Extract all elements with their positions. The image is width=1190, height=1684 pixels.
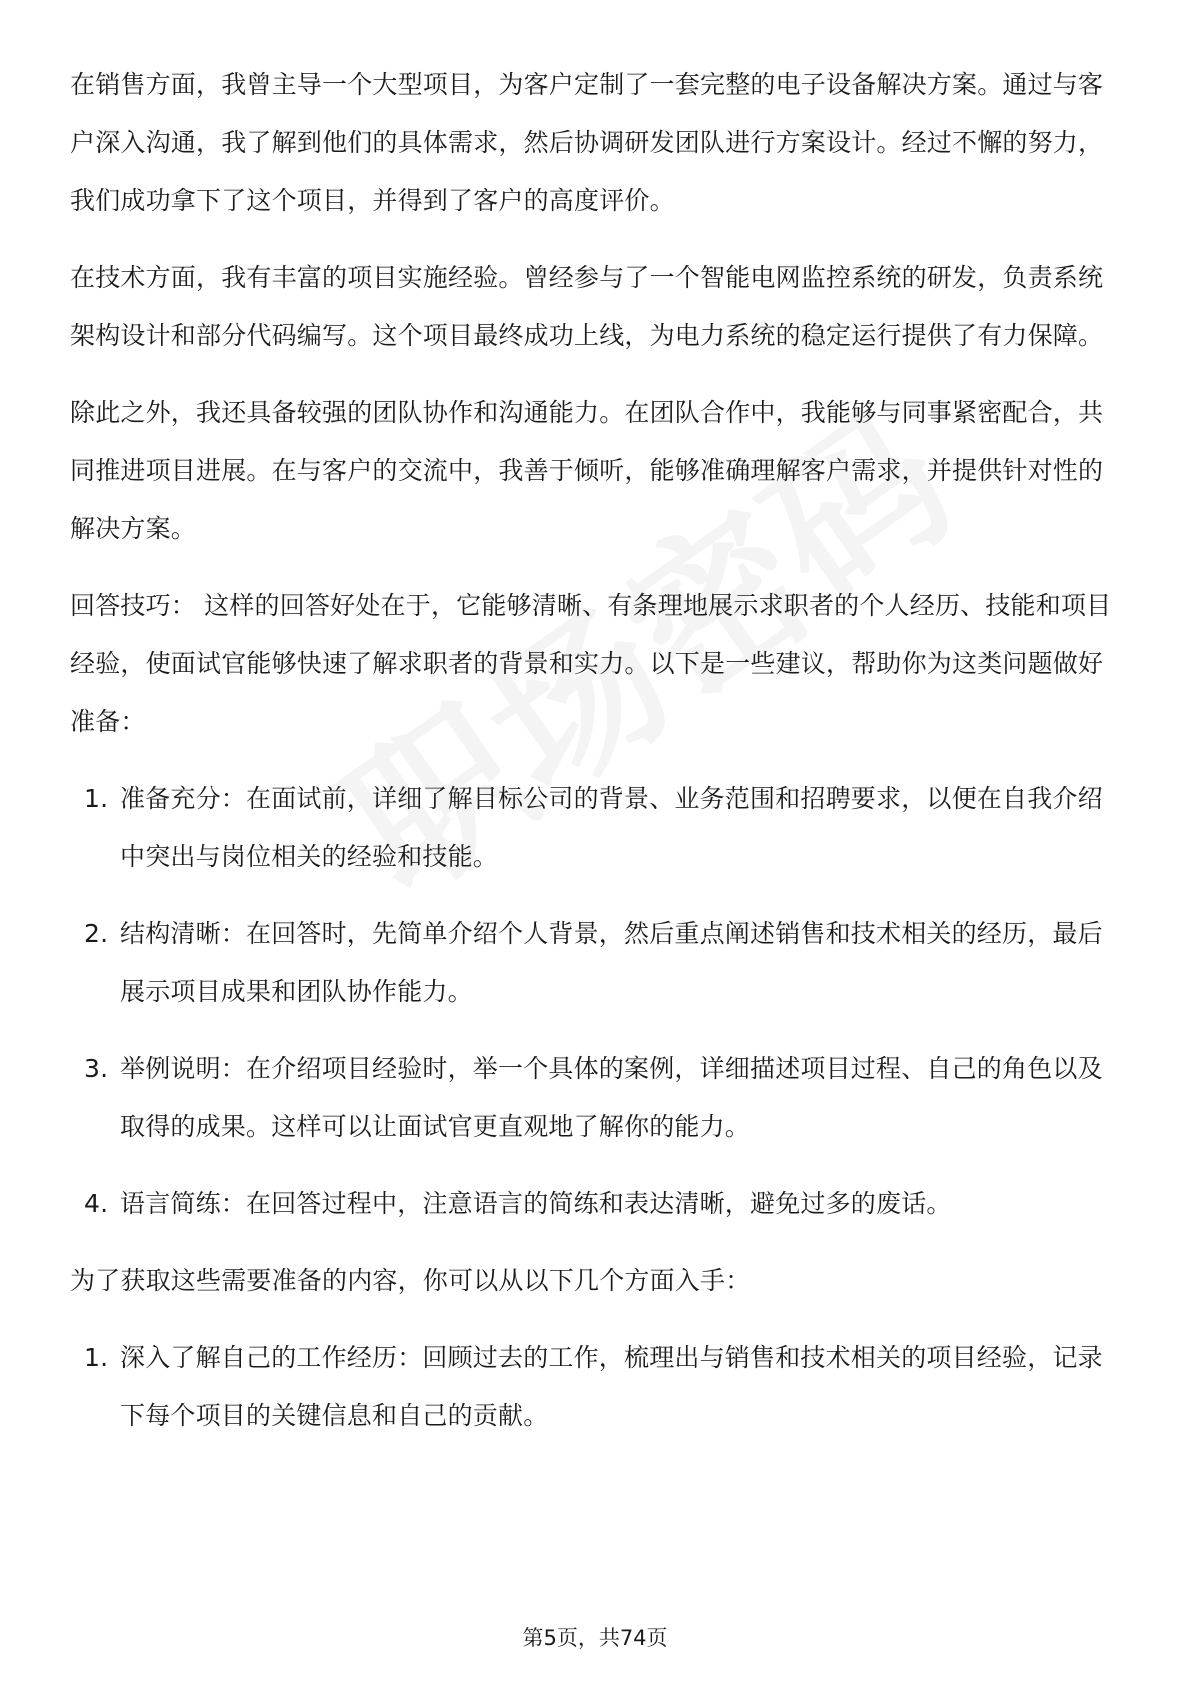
list-item-text: 语言简练：在回答过程中，注意语言的简练和表达清晰，避免过多的废话。 [120, 1189, 952, 1218]
list-item [70, 1040, 1125, 1156]
list-item [70, 905, 1125, 1021]
paragraph-teamwork: 除此之外，我还具备较强的团队协作和沟通能力。在团队合作中，我能够与同事紧密配合，共同推进项目进展。在与客户的交流中，我善于倾听，能够准确理解客户需求，并提供针对性的解决方案。 [70, 398, 1104, 543]
list-item [70, 770, 1125, 886]
paragraph-answer-tips: 回答技巧： 这样的回答好处在于，它能够清晰、有条理地展示求职者的个人经历、技能和项目经验，使面试官能够快速了解求职者的背景和实力。以下是一些建议，帮助你为这类问题做好准备： [70, 591, 1112, 736]
list-number: 3. [84, 1054, 109, 1083]
list-number: 1. [84, 784, 109, 813]
list-item-text: 结构清晰：在回答时，先简单介绍个人背景，然后重点阐述销售和技术相关的经历，最后展示项目成果和团队协作能力。 [120, 919, 1103, 1006]
list-item-text: 深入了解自己的工作经历：回顾过去的工作，梳理出与销售和技术相关的项目经验，记录下每个项目的关键信息和自己的贡献。 [120, 1343, 1103, 1430]
page-footer: 第5页，共74页 [522, 1626, 668, 1650]
paragraph-sources-intro: 为了获取这些需要准备的内容，你可以从以下几个方面入手： [70, 1266, 751, 1295]
list-number: 1. [84, 1343, 109, 1372]
sources-list [70, 1329, 1125, 1445]
page-content [70, 56, 1125, 1464]
list-item [70, 1329, 1125, 1445]
tips-list [70, 770, 1125, 1233]
list-number: 4. [84, 1189, 109, 1218]
list-item-text: 准备充分：在面试前，详细了解目标公司的背景、业务范围和招聘要求，以便在自我介绍中突出与岗位相关的经验和技能。 [120, 784, 1103, 871]
list-item-text: 举例说明：在介绍项目经验时，举一个具体的案例，详细描述项目过程、自己的角色以及取得的成果。这样可以让面试官更直观地了解你的能力。 [120, 1054, 1103, 1141]
paragraph-sales: 在销售方面，我曾主导一个大型项目，为客户定制了一套完整的电子设备解决方案。通过与客户深入沟通，我了解到他们的具体需求，然后协调研发团队进行方案设计。经过不懈的努力，我们成功拿下了这个项目，并得到了客户的高度评价。 [70, 70, 1104, 215]
list-number: 2. [84, 919, 109, 948]
list-item [70, 1175, 1125, 1233]
paragraph-technical: 在技术方面，我有丰富的项目实施经验。曾经参与了一个智能电网监控系统的研发，负责系统架构设计和部分代码编写。这个项目最终成功上线，为电力系统的稳定运行提供了有力保障。 [70, 263, 1104, 350]
